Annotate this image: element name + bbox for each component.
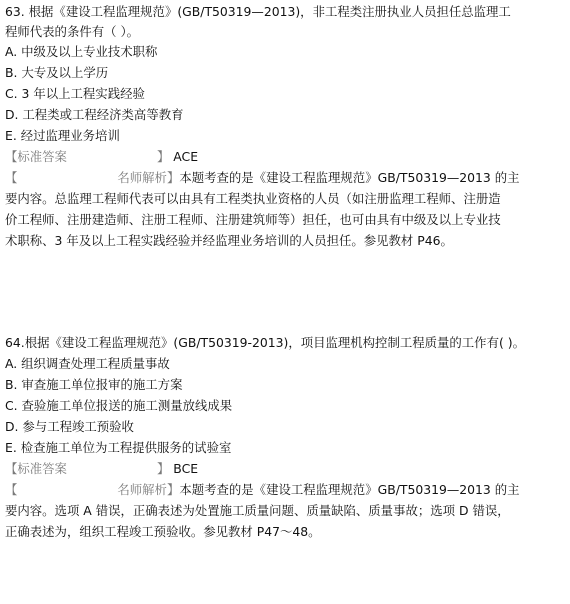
question-63-explanation-line-4: 术职称、3 年及以上工程实践经验并经监理业务培训的人员担任。参见教材 P46。 (5, 233, 453, 248)
answer-label: 【标准答案 (5, 149, 67, 164)
question-63-stem: 63. 根据《建设工程监理规范》(GB/T50319—2013)，非工程类注册执业人员担任总监理工 (5, 4, 511, 19)
question-63-answer (5, 147, 198, 167)
answer-value: BCE (173, 461, 199, 476)
explanation-text: 本题考查的是《建设工程监理规范》GB/T50319—2013 的主 (179, 170, 520, 185)
question-64-option-d: D. 参与工程竣工预验收 (5, 419, 134, 434)
question-64-explanation-line-2: 要内容。选项 A 错误，正确表述为处置施工质量问题、质量缺陷、质量事故；选项 D 错误， (5, 503, 510, 518)
answer-label: 【标准答案 (5, 461, 67, 476)
question-64-option-b: B. 审查施工单位报审的施工方案 (5, 377, 183, 392)
question-63-stem-continued: 程师代表的条件有（ ）。 (5, 24, 140, 39)
question-63-option-b: B. 大专及以上学历 (5, 65, 109, 80)
question-63-option-d: D. 工程类或工程经济类高等教育 (5, 107, 184, 122)
question-64-explanation-line-1 (5, 480, 520, 500)
explanation-open-bracket: 【 (5, 170, 18, 185)
answer-bracket: 】 (156, 149, 170, 164)
question-63-option-e: E. 经过监理业务培训 (5, 128, 120, 143)
question-64-explanation-line-3: 正确表述为，组织工程竣工预验收。参见教材 P47～48。 (5, 524, 321, 539)
question-64-option-a: A. 组织调查处理工程质量事故 (5, 356, 170, 371)
explanation-text: 本题考查的是《建设工程监理规范》GB/T50319—2013 的主 (179, 482, 520, 497)
question-64-stem: 64.根据《建设工程监理规范》(GB/T50319-2013)，项目监理机构控制工程质量的工作有( )。 (5, 335, 525, 350)
question-64-answer (5, 459, 198, 479)
question-64-option-c: C. 查验施工单位报送的施工测量放线成果 (5, 398, 233, 413)
answer-value: ACE (173, 149, 199, 164)
explanation-label: 名师解析】 (117, 170, 180, 185)
question-64-option-e: E. 检查施工单位为工程提供服务的试验室 (5, 440, 232, 455)
question-63-option-a: A. 中级及以上专业技术职称 (5, 44, 158, 59)
question-63-explanation-line-1 (5, 168, 520, 188)
question-63-explanation-line-3: 价工程师、注册建造师、注册工程师、注册建筑师等）担任，也可由具有中级及以上专业技 (5, 212, 501, 227)
question-63-option-c: C. 3 年以上工程实践经验 (5, 86, 145, 101)
explanation-label: 名师解析】 (117, 482, 180, 497)
question-63-explanation-line-2: 要内容。总监理工程师代表可以由具有工程类执业资格的人员（如注册监理工程师、注册造 (5, 191, 501, 206)
answer-bracket: 】 (156, 461, 170, 476)
explanation-open-bracket: 【 (5, 482, 18, 497)
